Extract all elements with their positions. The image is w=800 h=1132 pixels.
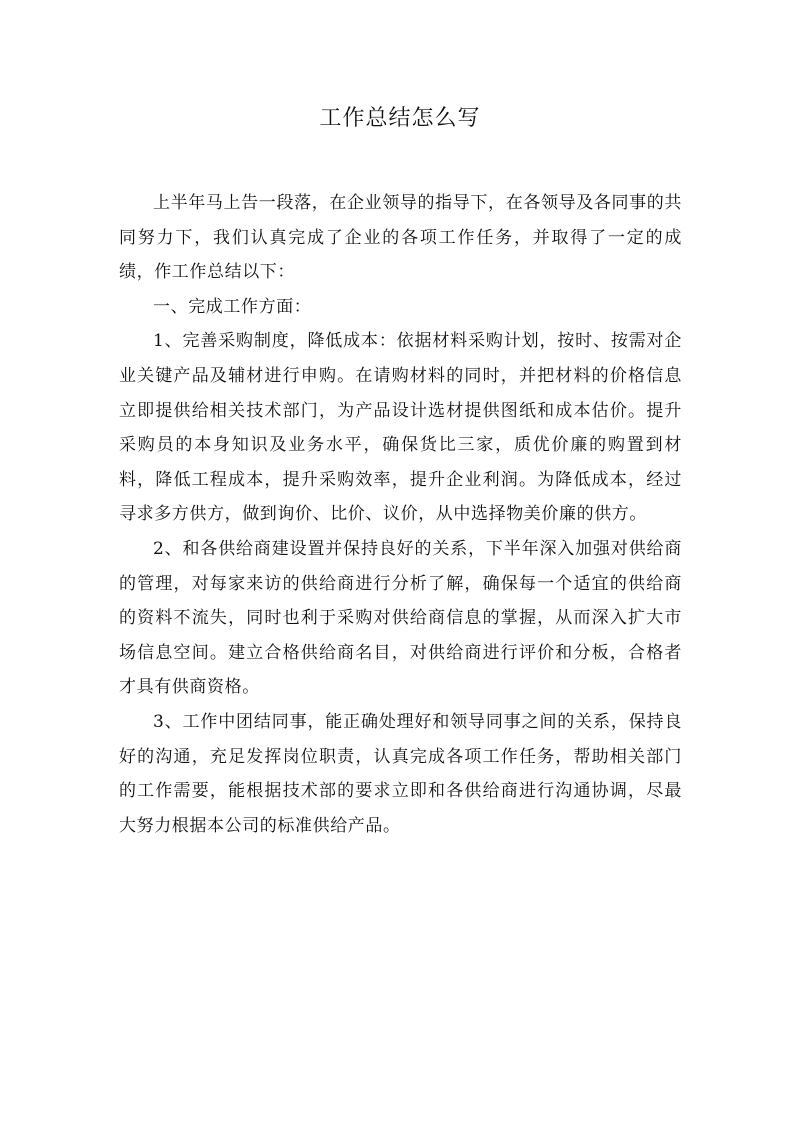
paragraph-item-1: 1、完善采购制度，降低成本：依据材料采购计划，按时、按需对企业关键产品及辅材进行申购。在请购材料的同时，并把材料的价格信息立即提供给相关技术部门，为产品设计选材提供图纸和成本估价。提升采购员的本身知识及业务水平，确保货比三家，质优价廉的购置到材料，降低工程成本，提升采购效率，提升企业利润。为降低成本，经过寻求多方供方，做到询价、比价、议价，从中选择物美价廉的供方。 <box>119 331 682 525</box>
paragraph-item-3: 3、工作中团结同事，能正确处理好和领导同事之间的关系，保持良好的沟通，充足发挥岗位职责，认真完成各项工作任务，帮助相关部门的工作需要，能根据技术部的要求立即和各供给商进行沟通协调，尽最大努力根据本公司的标准供给产品。 <box>119 711 682 836</box>
paragraph-intro: 上半年马上告一段落，在企业领导的指导下，在各领导及各同事的共同努力下，我们认真完成了企业的各项工作任务，并取得了一定的成绩，作工作总结以下： <box>119 193 682 283</box>
document-title: 工作总结怎么写 <box>319 106 481 131</box>
section-heading: 一、完成工作方面： <box>153 296 312 317</box>
paragraph-item-2: 2、和各供给商建设置并保持良好的关系，下半年深入加强对供给商的管理，对每家来访的供给商进行分析了解，确保每一个适宜的供给商的资料不流失，同时也利于采购对供给商信息的掌握，从而深入扩大市场信息空间。建立合格供给商名目，对供给商进行评价和分板，合格者才具有供商资格。 <box>119 538 682 698</box>
document-body <box>119 186 682 843</box>
